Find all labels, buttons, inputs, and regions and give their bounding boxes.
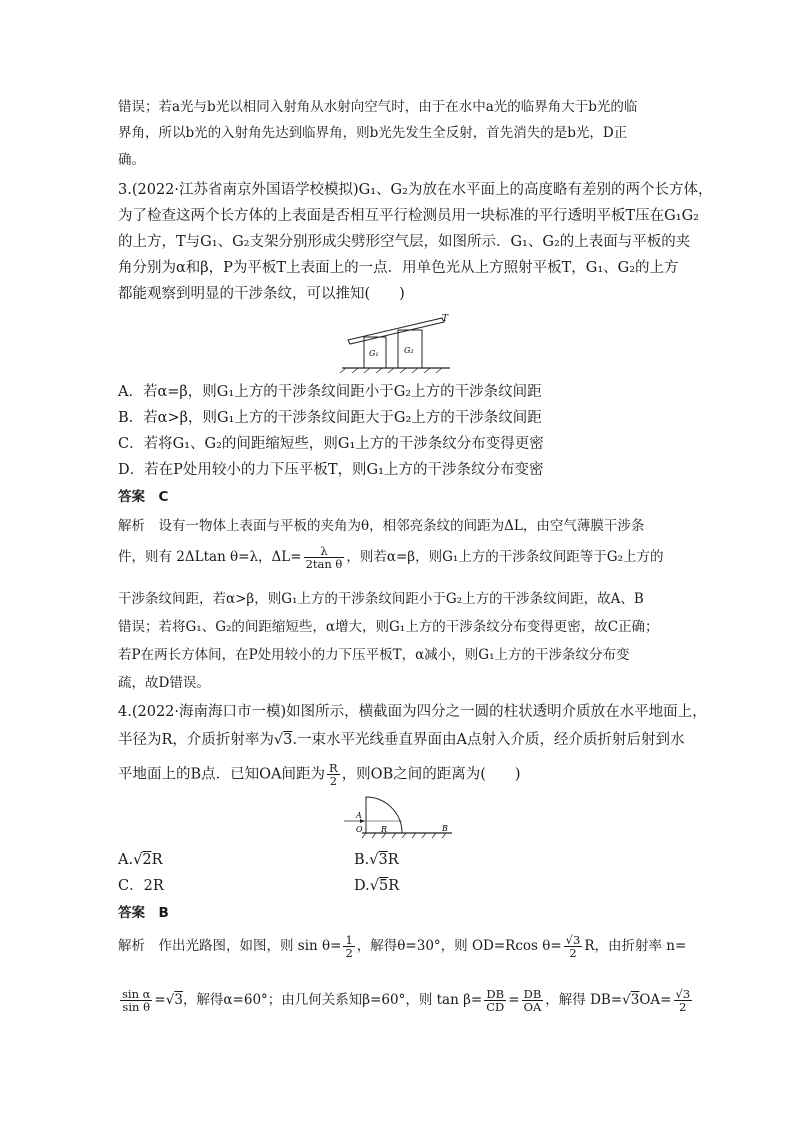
explanation-3: 干涉条纹间距，若α>β，则G₁上方的干涉条纹间距小于G₂上方的干涉条纹间距，故A、B	[118, 591, 644, 607]
explanation-3: 件，则有 2ΔLtan θ=λ，ΔL= $\frac{\lambda}{\text{2tan θ}}$ ，则若α=β，则G₁上方的干涉条纹间距等于G₂上方的	[118, 544, 664, 571]
question-3-stem: 的上方，T与G₁、G₂支架分别形成尖劈形空气层，如图所示．G₁、G₂的上表面与平板的夹	[118, 234, 691, 250]
answer-4: 答案 B	[118, 905, 169, 921]
option-a: A．若α=β，则G₁上方的干涉条纹间距小于G₂上方的干涉条纹间距	[118, 384, 542, 400]
fraction: $\frac{DB}{OA}$	[523, 987, 542, 1014]
question-4-stem: 平地面上的B点．已知OA间距为 $\frac{R}{2}$ ，则OB之间的距离为( )	[118, 761, 521, 788]
explanation-4: 解析 作出光路图，如图，则 sin θ= $\frac{1}{2}$ ，解得θ=30°，则 OD=Rcos θ= $\frac{√3}{2}$ R，由折射率 n=	[118, 933, 687, 960]
option-d: D.√5R	[354, 878, 400, 894]
option-c: C．2R	[118, 878, 164, 894]
fraction: $\frac{R}{2}$	[329, 761, 338, 788]
text-line: 界角，所以b光的入射角先达到临界角，则b光先发生全反射，首先消失的是b光，D正	[118, 125, 628, 141]
explanation-3: 解析 设有一物体上表面与平板的夹角为θ，相邻亮条纹的间距为ΔL，由空气薄膜干涉条	[118, 518, 645, 534]
label-G2: G₂	[404, 346, 414, 355]
label-O: O	[356, 825, 363, 834]
explanation-3: 疏，故D错误。	[118, 675, 210, 691]
question-3-stem: 角分别为α和β，P为平板T上表面上的一点．用单色光从上方照射平板T，G₁、G₂的上方	[118, 260, 679, 276]
label-A: A	[356, 811, 362, 820]
question-3-stem: 3.(2022·江苏省南京外国语学校模拟)G₁、G₂为放在水平面上的高度略有差别的两个长方体，	[118, 182, 713, 198]
question-3-stem: 都能观察到明显的干涉条纹，可以推知( )	[118, 286, 405, 302]
option-b: B．若α>β，则G₁上方的干涉条纹间距大于G₂上方的干涉条纹间距	[118, 410, 542, 426]
label-R: R	[381, 825, 388, 834]
fraction: $\frac{√3}{2}$	[675, 987, 691, 1014]
fraction: $\frac{\text{sin α}}{\text{sin θ}}$	[122, 987, 151, 1014]
option-d: D．若在P处用较小的力下压平板T，则G₁上方的干涉条纹分布变密	[118, 462, 544, 478]
explanation-3: 若P在两长方体间，在P处用较小的力下压平板T，α减小，则G₁上方的干涉条纹分布变	[118, 647, 630, 663]
text-line: 错误；若a光与b光以相同入射角从水射向空气时，由于在水中a光的临界角大于b光的临	[118, 99, 638, 115]
question-4-stem: 4.(2022·海南海口市一模)如图所示，横截面为四分之一圆的柱状透明介质放在水平地面上，	[118, 704, 707, 720]
option-c: C．若将G₁、G₂的间距缩短些，则G₁上方的干涉条纹分布变得更密	[118, 436, 544, 452]
explanation-3: 错误；若将G₁、G₂的间距缩短些，α增大，则G₁上方的干涉条纹分布变得更密，故C正确；	[118, 619, 659, 635]
text-line: 确。	[118, 152, 145, 168]
fraction: $\frac{\lambda}{\text{2tan θ}}$	[305, 544, 343, 571]
option-b: B.√3R	[354, 852, 399, 868]
fraction: $\frac{DB}{CD}$	[486, 987, 505, 1014]
fraction: $\frac{1}{2}$	[345, 933, 353, 960]
figure-quarter-circle	[338, 795, 458, 843]
fraction: $\frac{√3}{2}$	[565, 933, 581, 960]
question-3-stem: 为了检查这两个长方体的上表面是否相互平行检测员用一块标准的平行透明平板T压在G₁G₂	[118, 208, 699, 224]
label-B: B	[442, 824, 448, 833]
label-T: T	[442, 314, 449, 324]
label-G1: G₁	[369, 349, 379, 358]
question-4-stem: 半径为R，介质折射率为√3.一束水平光线垂直界面由A点射入介质，经介质折射后射到水	[118, 732, 685, 748]
answer-3: 答案 C	[118, 489, 169, 505]
explanation-4: $\frac{\text{sin α}}{\text{sin θ}}$ =√3，解得α=60°；由几何关系知β=60°，则 tan β= $\frac{DB}{CD}$ = $\frac{DB}{OA}$ ，解得 DB=√3OA= $\frac{√3}{2}$	[122, 987, 691, 1014]
figure-wedge-plate	[338, 312, 460, 374]
option-a: A.√2R	[118, 852, 163, 868]
